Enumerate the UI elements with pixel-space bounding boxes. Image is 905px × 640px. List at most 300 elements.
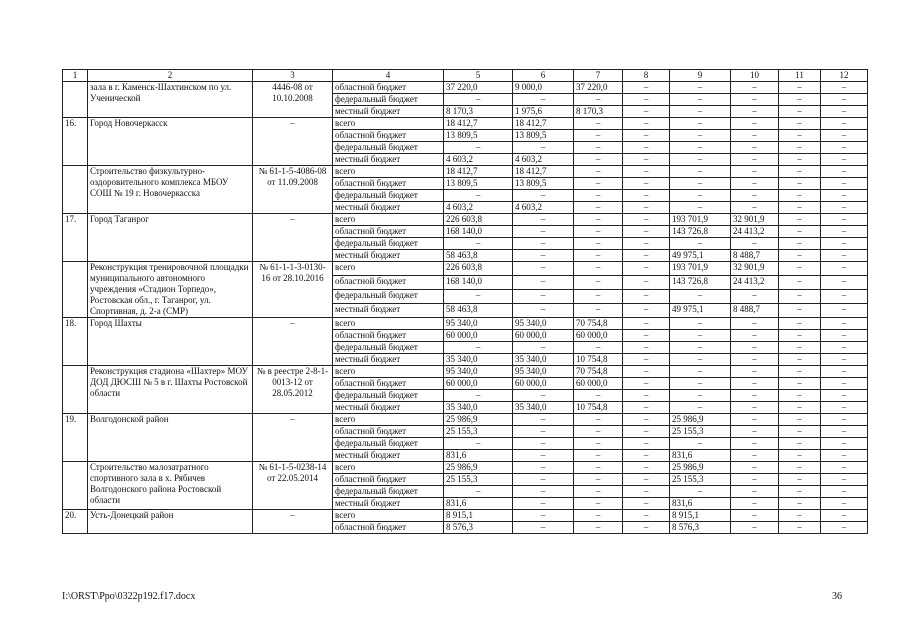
amount-cell: 37 220,0 <box>444 82 513 94</box>
funding-source: федеральный бюджет <box>333 142 444 154</box>
amount-cell: – <box>821 202 868 214</box>
amount-cell: – <box>623 202 670 214</box>
amount-cell: – <box>821 426 868 438</box>
funding-source: местный бюджет <box>333 402 444 414</box>
amount-cell: – <box>623 130 670 142</box>
amount-cell: – <box>623 118 670 130</box>
amount-cell: 226 603,8 <box>444 214 513 226</box>
amount-cell: – <box>574 166 623 178</box>
amount-cell: – <box>731 390 779 402</box>
amount-cell: 25 155,3 <box>444 426 513 438</box>
table-row <box>63 414 868 426</box>
amount-cell: – <box>670 378 731 390</box>
amount-cell: – <box>731 342 779 354</box>
amount-cell: – <box>821 238 868 250</box>
amount-cell: – <box>731 330 779 342</box>
amount-cell: – <box>623 250 670 262</box>
object-name: зала в г. Каменск-Шахтинском по ул. Ученической <box>88 82 253 118</box>
row-number <box>63 462 88 510</box>
amount-cell: – <box>779 142 821 154</box>
amount-cell: – <box>821 304 868 318</box>
amount-cell: – <box>513 250 574 262</box>
amount-cell: – <box>779 474 821 486</box>
amount-cell: 49 975,1 <box>670 250 731 262</box>
amount-cell: 8 915,1 <box>670 510 731 522</box>
amount-cell: – <box>623 414 670 426</box>
amount-cell: – <box>821 354 868 366</box>
amount-cell: – <box>574 142 623 154</box>
amount-cell: – <box>574 190 623 202</box>
amount-cell: 70 754,8 <box>574 366 623 378</box>
amount-cell: – <box>623 390 670 402</box>
amount-cell: – <box>779 342 821 354</box>
amount-cell: 60 000,0 <box>513 330 574 342</box>
amount-cell: – <box>623 142 670 154</box>
amount-cell: – <box>623 402 670 414</box>
amount-cell: – <box>821 178 868 190</box>
amount-cell: – <box>574 250 623 262</box>
table-row <box>63 510 868 522</box>
table-row <box>63 318 868 330</box>
amount-cell: – <box>779 318 821 330</box>
amount-cell: – <box>670 94 731 106</box>
amount-cell: – <box>670 190 731 202</box>
amount-cell: 168 140,0 <box>444 226 513 238</box>
amount-cell: – <box>623 214 670 226</box>
amount-cell: – <box>574 438 623 450</box>
amount-cell: – <box>670 178 731 190</box>
amount-cell: – <box>731 190 779 202</box>
amount-cell: – <box>513 510 574 522</box>
amount-cell: – <box>779 214 821 226</box>
amount-cell: – <box>731 130 779 142</box>
amount-cell: – <box>731 438 779 450</box>
amount-cell: – <box>444 238 513 250</box>
funding-source: местный бюджет <box>333 304 444 318</box>
object-name: Усть-Донецкий район <box>88 510 253 534</box>
amount-cell: – <box>513 226 574 238</box>
amount-cell: – <box>779 202 821 214</box>
amount-cell: 4 603,2 <box>513 202 574 214</box>
amount-cell: – <box>821 510 868 522</box>
funding-source: областной бюджет <box>333 178 444 190</box>
amount-cell: – <box>779 330 821 342</box>
amount-cell: – <box>623 262 670 276</box>
amount-cell: – <box>779 106 821 118</box>
row-number <box>63 366 88 414</box>
amount-cell: 831,6 <box>670 450 731 462</box>
amount-cell: 831,6 <box>444 498 513 510</box>
amount-cell: – <box>574 202 623 214</box>
amount-cell: 831,6 <box>670 498 731 510</box>
funding-source: всего <box>333 262 444 276</box>
amount-cell: – <box>513 190 574 202</box>
amount-cell: – <box>513 522 574 534</box>
amount-cell: – <box>731 94 779 106</box>
amount-cell: – <box>731 426 779 438</box>
amount-cell: 35 340,0 <box>513 354 574 366</box>
amount-cell: – <box>821 330 868 342</box>
amount-cell: – <box>821 262 868 276</box>
amount-cell: – <box>670 238 731 250</box>
amount-cell: 49 975,1 <box>670 304 731 318</box>
amount-cell: – <box>444 190 513 202</box>
amount-cell: – <box>731 510 779 522</box>
amount-cell: – <box>623 354 670 366</box>
amount-cell: – <box>731 178 779 190</box>
amount-cell: – <box>779 250 821 262</box>
document-reference: – <box>253 510 333 534</box>
amount-cell: 70 754,8 <box>574 318 623 330</box>
amount-cell: 25 155,3 <box>670 474 731 486</box>
amount-cell: – <box>623 154 670 166</box>
amount-cell: – <box>731 118 779 130</box>
amount-cell: – <box>670 390 731 402</box>
amount-cell: 831,6 <box>444 450 513 462</box>
amount-cell: – <box>821 390 868 402</box>
page-number: 36 <box>832 591 842 602</box>
amount-cell: – <box>444 142 513 154</box>
column-header: 12 <box>821 70 868 82</box>
amount-cell: – <box>821 166 868 178</box>
amount-cell: – <box>821 378 868 390</box>
amount-cell: – <box>623 304 670 318</box>
amount-cell: – <box>821 82 868 94</box>
amount-cell: 32 901,9 <box>731 214 779 226</box>
amount-cell: – <box>821 214 868 226</box>
amount-cell: – <box>574 290 623 304</box>
column-header: 5 <box>444 70 513 82</box>
amount-cell: 10 754,8 <box>574 402 623 414</box>
object-name: Строительство малозатратного спортивного зала в х. Рябичев Волгодонского района Ростовской области <box>88 462 253 510</box>
row-number: 17. <box>63 214 88 262</box>
amount-cell: 8 488,7 <box>731 304 779 318</box>
amount-cell: 8 915,1 <box>444 510 513 522</box>
amount-cell: – <box>821 438 868 450</box>
amount-cell: – <box>623 486 670 498</box>
funding-source: всего <box>333 414 444 426</box>
column-header: 11 <box>779 70 821 82</box>
funding-source: местный бюджет <box>333 354 444 366</box>
amount-cell: – <box>821 290 868 304</box>
funding-source: областной бюджет <box>333 226 444 238</box>
amount-cell: 25 986,9 <box>444 462 513 474</box>
amount-cell: – <box>731 450 779 462</box>
funding-source: областной бюджет <box>333 378 444 390</box>
amount-cell: 25 986,9 <box>670 414 731 426</box>
amount-cell: 25 986,9 <box>670 462 731 474</box>
amount-cell: 1 975,6 <box>513 106 574 118</box>
row-number: 20. <box>63 510 88 534</box>
document-reference: – <box>253 318 333 366</box>
amount-cell: – <box>779 130 821 142</box>
document-reference: № в реестре 2-8-1-0013-12 от 28.05.2012 <box>253 366 333 414</box>
amount-cell: – <box>821 94 868 106</box>
amount-cell: 18 412,7 <box>444 118 513 130</box>
amount-cell: – <box>444 342 513 354</box>
amount-cell: – <box>513 290 574 304</box>
funding-source: областной бюджет <box>333 426 444 438</box>
amount-cell: – <box>574 94 623 106</box>
amount-cell: – <box>779 402 821 414</box>
amount-cell: – <box>821 342 868 354</box>
amount-cell: – <box>513 474 574 486</box>
amount-cell: 13 809,5 <box>444 178 513 190</box>
funding-source: федеральный бюджет <box>333 290 444 304</box>
row-number: 16. <box>63 118 88 166</box>
amount-cell: – <box>779 94 821 106</box>
amount-cell: – <box>513 462 574 474</box>
amount-cell: – <box>670 142 731 154</box>
amount-cell: 226 603,8 <box>444 262 513 276</box>
amount-cell: 143 726,8 <box>670 276 731 290</box>
amount-cell: – <box>623 342 670 354</box>
funding-source: всего <box>333 118 444 130</box>
amount-cell: – <box>821 118 868 130</box>
funding-source: федеральный бюджет <box>333 238 444 250</box>
funding-source: местный бюджет <box>333 202 444 214</box>
amount-cell: – <box>670 130 731 142</box>
amount-cell: – <box>731 202 779 214</box>
amount-cell: – <box>821 486 868 498</box>
object-name: Город Шахты <box>88 318 253 366</box>
amount-cell: – <box>574 426 623 438</box>
amount-cell: 60 000,0 <box>444 378 513 390</box>
document-reference: – <box>253 414 333 462</box>
amount-cell: – <box>731 290 779 304</box>
file-path: I:\ORST\Ppo\0322p192.f17.docx <box>62 591 196 602</box>
amount-cell: – <box>623 426 670 438</box>
column-header: 10 <box>731 70 779 82</box>
amount-cell: – <box>821 106 868 118</box>
amount-cell: – <box>574 214 623 226</box>
funding-source: федеральный бюджет <box>333 190 444 202</box>
amount-cell: – <box>623 318 670 330</box>
amount-cell: 24 413,2 <box>731 276 779 290</box>
amount-cell: – <box>574 262 623 276</box>
amount-cell: – <box>731 154 779 166</box>
amount-cell: – <box>821 318 868 330</box>
table-row <box>63 214 868 226</box>
funding-source: федеральный бюджет <box>333 486 444 498</box>
funding-source: федеральный бюджет <box>333 94 444 106</box>
amount-cell: – <box>623 190 670 202</box>
amount-cell: – <box>623 438 670 450</box>
amount-cell: – <box>574 486 623 498</box>
amount-cell: – <box>574 450 623 462</box>
amount-cell: 4 603,2 <box>444 154 513 166</box>
amount-cell: – <box>731 366 779 378</box>
amount-cell: – <box>623 474 670 486</box>
amount-cell: – <box>731 474 779 486</box>
funding-source: федеральный бюджет <box>333 390 444 402</box>
amount-cell: – <box>574 178 623 190</box>
amount-cell: 25 155,3 <box>444 474 513 486</box>
amount-cell: – <box>513 426 574 438</box>
amount-cell: – <box>574 510 623 522</box>
amount-cell: – <box>731 402 779 414</box>
amount-cell: 60 000,0 <box>444 330 513 342</box>
table-row <box>63 462 868 474</box>
amount-cell: 193 701,9 <box>670 262 731 276</box>
amount-cell: – <box>444 438 513 450</box>
amount-cell: – <box>670 318 731 330</box>
amount-cell: – <box>623 450 670 462</box>
amount-cell: – <box>731 82 779 94</box>
amount-cell: – <box>574 276 623 290</box>
amount-cell: 10 754,8 <box>574 354 623 366</box>
object-name: Реконструкция стадиона «Шахтер» МОУ ДОД ДЮСШ № 5 в г. Шахты Ростовской области <box>88 366 253 414</box>
document-reference: № 61-1-1-3-0130-16 от 28.10.2016 <box>253 262 333 318</box>
amount-cell: – <box>623 522 670 534</box>
funding-source: областной бюджет <box>333 276 444 290</box>
funding-source: местный бюджет <box>333 450 444 462</box>
amount-cell: – <box>779 366 821 378</box>
amount-cell: – <box>779 154 821 166</box>
row-number <box>63 82 88 118</box>
amount-cell: – <box>513 94 574 106</box>
amount-cell: – <box>574 304 623 318</box>
row-number: 18. <box>63 318 88 366</box>
column-header: 7 <box>574 70 623 82</box>
amount-cell: – <box>574 118 623 130</box>
amount-cell: – <box>623 366 670 378</box>
amount-cell: – <box>623 178 670 190</box>
funding-source: местный бюджет <box>333 154 444 166</box>
funding-source: всего <box>333 214 444 226</box>
amount-cell: – <box>574 342 623 354</box>
amount-cell: – <box>731 106 779 118</box>
amount-cell: 25 155,3 <box>670 426 731 438</box>
amount-cell: – <box>513 390 574 402</box>
amount-cell: – <box>574 462 623 474</box>
amount-cell: 9 000,0 <box>513 82 574 94</box>
amount-cell: – <box>731 498 779 510</box>
amount-cell: – <box>821 190 868 202</box>
amount-cell: – <box>444 94 513 106</box>
amount-cell: 13 809,5 <box>513 178 574 190</box>
document-reference: 4446-08 от 10.10.2008 <box>253 82 333 118</box>
table-row <box>63 82 868 94</box>
amount-cell: – <box>574 390 623 402</box>
amount-cell: – <box>623 510 670 522</box>
row-number <box>63 166 88 214</box>
amount-cell: 8 488,7 <box>731 250 779 262</box>
amount-cell: – <box>670 82 731 94</box>
amount-cell: – <box>444 290 513 304</box>
amount-cell: – <box>821 276 868 290</box>
amount-cell: – <box>731 318 779 330</box>
amount-cell: – <box>513 238 574 250</box>
amount-cell: 58 463,8 <box>444 250 513 262</box>
funding-source: областной бюджет <box>333 474 444 486</box>
amount-cell: 13 809,5 <box>444 130 513 142</box>
amount-cell: – <box>731 238 779 250</box>
funding-source: областной бюджет <box>333 130 444 142</box>
amount-cell: 8 170,3 <box>574 106 623 118</box>
amount-cell: – <box>821 142 868 154</box>
amount-cell: – <box>670 166 731 178</box>
amount-cell: – <box>574 130 623 142</box>
amount-cell: 4 603,2 <box>444 202 513 214</box>
amount-cell: – <box>821 366 868 378</box>
column-header: 2 <box>88 70 253 82</box>
amount-cell: – <box>821 414 868 426</box>
header-row <box>63 70 868 82</box>
amount-cell: – <box>779 82 821 94</box>
document-reference: – <box>253 214 333 262</box>
object-name: Город Новочеркасск <box>88 118 253 166</box>
funding-source: областной бюджет <box>333 522 444 534</box>
amount-cell: – <box>779 354 821 366</box>
amount-cell: – <box>779 238 821 250</box>
amount-cell: – <box>779 118 821 130</box>
funding-source: федеральный бюджет <box>333 438 444 450</box>
funding-source: всего <box>333 366 444 378</box>
amount-cell: – <box>821 226 868 238</box>
table-row <box>63 366 868 378</box>
table-row <box>63 262 868 276</box>
amount-cell: – <box>670 330 731 342</box>
amount-cell: 8 576,3 <box>444 522 513 534</box>
funding-source: всего <box>333 510 444 522</box>
amount-cell: – <box>779 190 821 202</box>
amount-cell: – <box>444 390 513 402</box>
object-name: Город Таганрог <box>88 214 253 262</box>
amount-cell: 8 170,3 <box>444 106 513 118</box>
amount-cell: – <box>779 522 821 534</box>
funding-source: всего <box>333 166 444 178</box>
funding-source: областной бюджет <box>333 330 444 342</box>
amount-cell: – <box>513 262 574 276</box>
amount-cell: – <box>779 438 821 450</box>
amount-cell: – <box>779 304 821 318</box>
amount-cell: – <box>821 462 868 474</box>
amount-cell: 37 220,0 <box>574 82 623 94</box>
amount-cell: – <box>779 390 821 402</box>
amount-cell: – <box>623 166 670 178</box>
amount-cell: – <box>574 474 623 486</box>
amount-cell: – <box>670 154 731 166</box>
amount-cell: 95 340,0 <box>444 318 513 330</box>
amount-cell: 8 576,3 <box>670 522 731 534</box>
funding-source: всего <box>333 462 444 474</box>
amount-cell: – <box>731 142 779 154</box>
amount-cell: – <box>513 450 574 462</box>
amount-cell: – <box>623 82 670 94</box>
amount-cell: 143 726,8 <box>670 226 731 238</box>
funding-source: федеральный бюджет <box>333 342 444 354</box>
amount-cell: – <box>623 238 670 250</box>
amount-cell: – <box>670 342 731 354</box>
document-reference: – <box>253 118 333 166</box>
row-number: 19. <box>63 414 88 462</box>
amount-cell: – <box>779 426 821 438</box>
amount-cell: – <box>821 522 868 534</box>
amount-cell: – <box>779 276 821 290</box>
amount-cell: – <box>513 438 574 450</box>
amount-cell: 35 340,0 <box>444 402 513 414</box>
amount-cell: – <box>670 486 731 498</box>
amount-cell: – <box>670 202 731 214</box>
amount-cell: – <box>623 94 670 106</box>
amount-cell: – <box>779 166 821 178</box>
amount-cell: – <box>821 130 868 142</box>
amount-cell: – <box>670 354 731 366</box>
amount-cell: – <box>670 118 731 130</box>
amount-cell: – <box>779 450 821 462</box>
amount-cell: – <box>623 226 670 238</box>
